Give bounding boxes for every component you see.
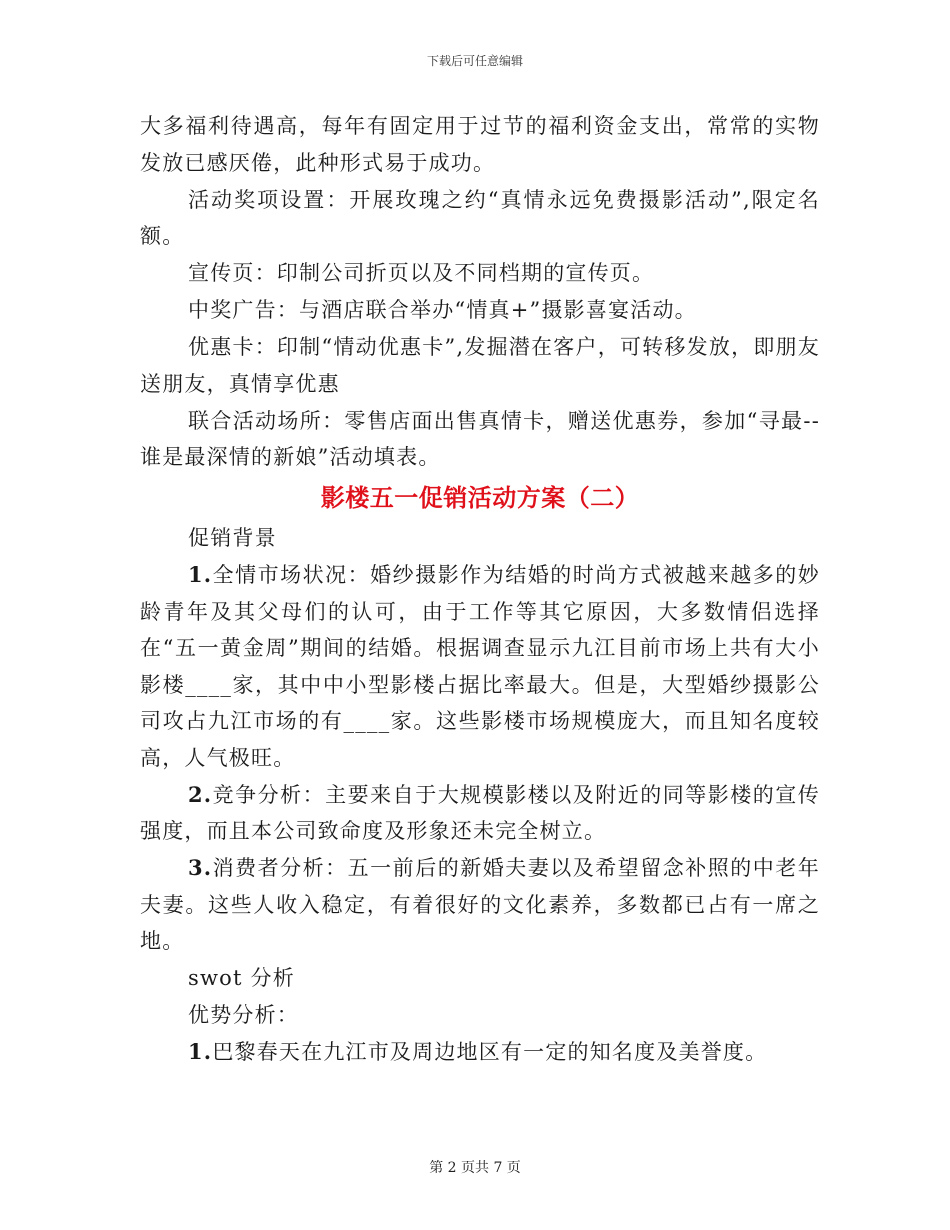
paragraph-text: 巴黎春天在九江市及周边地区有一定的知名度及美誉度。 [212,1040,768,1064]
item-number: 1. [188,562,213,587]
page-header: 下载后可任意编辑 [426,54,523,68]
paragraph-text: swot 分析 [188,966,295,990]
item-number: 2. [188,781,213,807]
paragraph-consumer [140,850,820,960]
paragraph-joint-venue: 联合活动场所：零售店面出售真情卡，赠送优惠券，参加“寻最--谁是最深情的新娘”活动填表。 [140,408,820,469]
page-footer: 第 2 页共 7 页 [429,1160,521,1176]
paragraph-competition [140,777,820,850]
item-number: 1. [188,1039,213,1064]
paragraph-award-setting: 活动奖项设置：开展玫瑰之约“真情永远免费摄影活动”,限定名额。 [140,187,820,248]
paragraph-text: 促销背景 [188,526,277,550]
paragraph-advantage [140,997,820,1034]
item-number: 3. [188,855,213,880]
paragraph-prize-ad: 中奖广告：与酒店联合举办“情真+”摄影喜宴活动。 [188,298,697,322]
paragraph-flyer: 宣传页：印制公司折页以及不同档期的宣传页。 [188,261,655,285]
paragraph-text: 竞争分析：主要来自于大规模影楼以及附近的同等影楼的宣传强度，而且本公司致命度及形象还未完全树立。 [140,782,820,843]
paragraph-swot [140,960,820,997]
paragraph-advantage-1 [140,1034,820,1071]
paragraph-text: 优势分析： [188,1003,299,1027]
paragraph-discount-card: 优惠卡：印制“情动优惠卡”,发掘潜在客户，可转移发放，即朋友送朋友，真情享优惠 [140,335,820,396]
paragraph-text: 全情市场状况：婚纱摄影作为结婚的时尚方式被越来越多的妙龄青年及其父母们的认可，由于工作等其它原因，大多数情侣选择在“五一黄金周”期间的结婚。根据调查显示九江目前市场上共有大小影楼____家，其中中小型影楼占据比率最大。但是，大型婚纱摄影公司攻占九江市场的有____家。这些影楼市场规模庞大，而且知名度较高，人气极旺。 [140,563,820,770]
paragraph-benefits: 大多福利待遇高，每年有固定用于过节的福利资金支出，常常的实物发放已感厌倦，此种形式易于成功。 [140,114,820,175]
paragraph-promo-background [140,520,820,557]
paragraph-text: 消费者分析：五一前后的新婚夫妻以及希望留念补照的中老年夫妻。这些人收入稳定，有着很好的文化素养，多数都已占有一席之地。 [140,856,820,953]
document-body [140,108,820,1071]
paragraph-market-status [140,557,820,776]
section-title: 影楼五一促销活动方案（二） [320,483,640,512]
